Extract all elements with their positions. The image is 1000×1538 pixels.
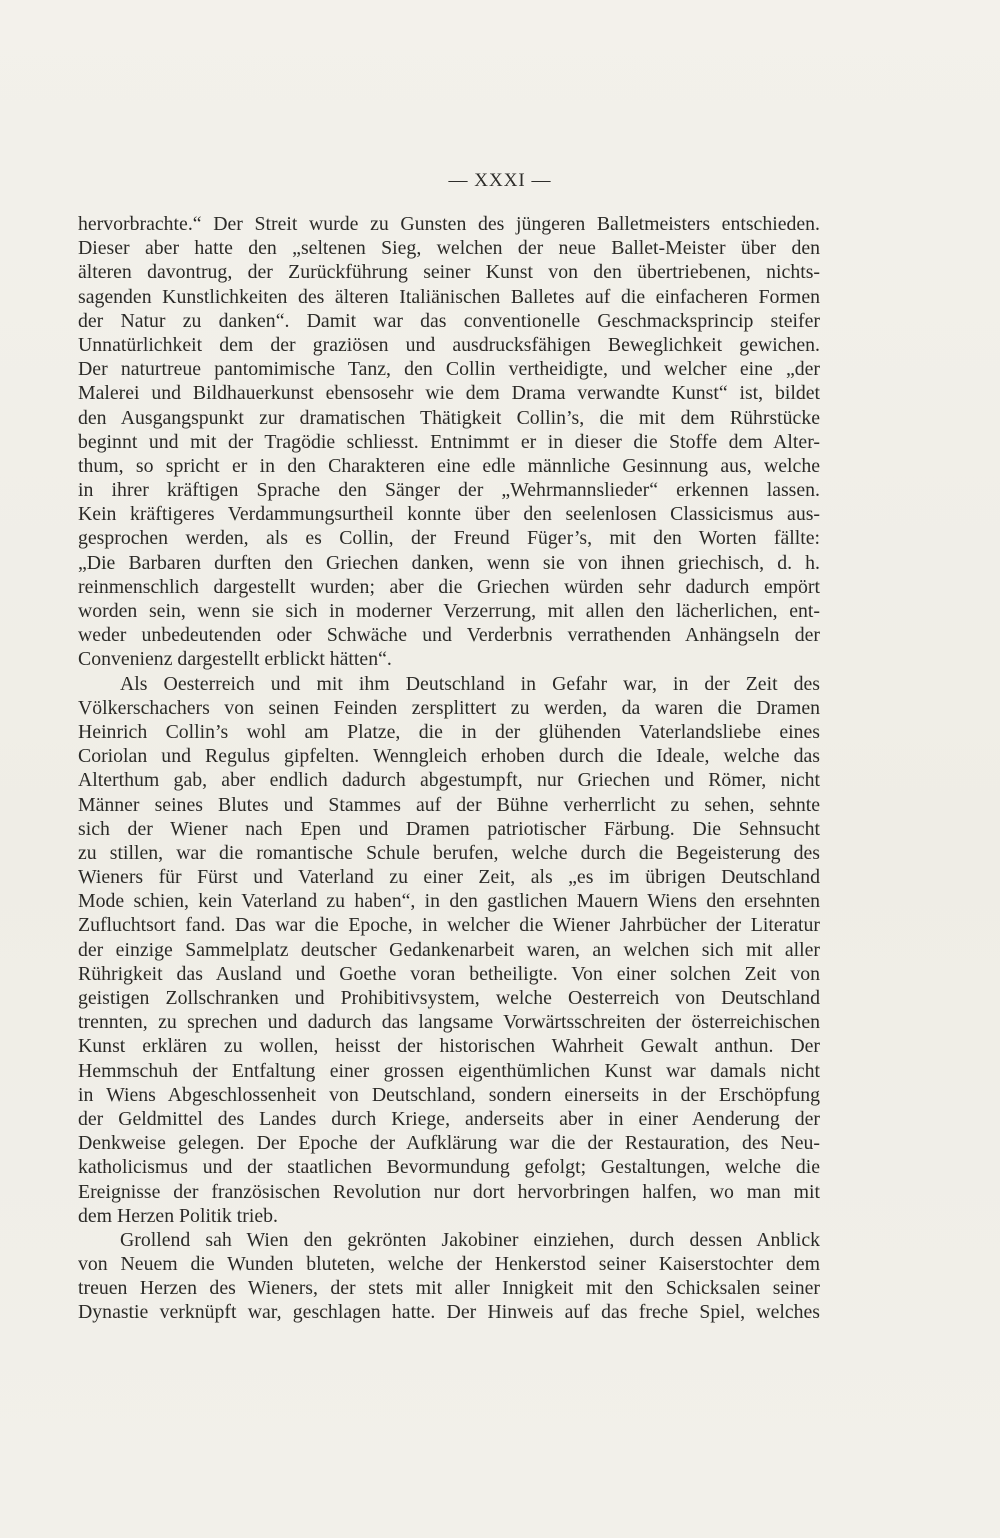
text-line: katholicismus und der staatlichen Bevormundung gefolgt; Gestaltungen, welche die — [78, 1156, 820, 1179]
paragraph — [78, 672, 820, 1228]
text-line: gesprochen werden, als es Collin, der Freund Füger’s, mit den Worten fällte: — [78, 527, 820, 550]
text-line: der einzige Sammelplatz deutscher Gedankenarbeit waren, an welchen sich mit aller — [78, 938, 820, 961]
text-line: „Die Barbaren durften den Griechen danken, wenn sie von ihnen griechisch, d. h. — [78, 551, 820, 574]
text-line: Grollend sah Wien den gekrönten Jakobiner einziehen, durch dessen Anblick — [120, 1228, 820, 1251]
page-number: — XXXI — — [448, 170, 552, 191]
text-line: Völkerschachers von seinen Feinden zersplittert zu werden, da waren die Dramen — [78, 696, 820, 719]
text-line: Heinrich Collin’s wohl am Platze, die in der glühenden Vaterlandsliebe eines — [78, 720, 820, 743]
text-line: Kunst erklären zu wollen, heisst der historischen Wahrheit Gewalt anthun. Der — [78, 1035, 820, 1058]
text-line: reinmenschlich dargestellt wurden; aber die Griechen würden sehr dadurch empört — [78, 575, 820, 598]
text-line: Convenienz dargestellt erblickt hätten“. — [78, 648, 392, 671]
text-line: Männer seines Blutes und Stammes auf der Bühne verherrlicht zu sehen, sehnte — [78, 793, 820, 816]
text-line: Malerei und Bildhauerkunst ebensosehr wie dem Drama verwandte Kunst“ ist, bildet — [78, 382, 820, 405]
paragraph — [78, 1228, 820, 1325]
text-line: Zufluchtsort fand. Das war die Epoche, in welcher die Wiener Jahrbücher der Literatur — [78, 914, 820, 937]
text-line: Als Oesterreich und mit ihm Deutschland in Gefahr war, in der Zeit des — [120, 672, 820, 695]
text-line: weder unbedeutenden oder Schwäche und Verderbnis verrathenden Anhängseln der — [78, 624, 820, 647]
text-line: in Wiens Abgeschlossenheit von Deutschland, sondern einerseits in der Erschöpfung — [78, 1083, 820, 1106]
text-line: thum, so spricht er in den Charakteren eine edle männliche Gesinnung aus, welche — [78, 454, 820, 477]
text-line: der Natur zu danken“. Damit war das conventionelle Geschmacksprincip steifer — [78, 309, 820, 332]
text-line: Kein kräftigeres Verdammungsurtheil konnte über den seelenlosen Classicismus aus- — [78, 503, 820, 526]
text-line: trennten, zu sprechen und dadurch das langsame Vorwärtsschreiten der österreichischen — [78, 1011, 820, 1034]
text-line: Dieser aber hatte den „seltenen Sieg, welchen der neue Ballet-Meister über den — [78, 237, 820, 260]
text-line: Rührigkeit das Ausland und Goethe voran betheiligte. Von einer solchen Zeit von — [78, 962, 820, 985]
text-line: geistigen Zollschranken und Prohibitivsystem, welche Oesterreich von Deutschland — [78, 987, 820, 1009]
text-line: Coriolan und Regulus gipfelten. Wenngleich erhoben durch die Ideale, welche das — [78, 745, 820, 768]
text-line: Mode schien, kein Vaterland zu haben“, in den gastlichen Mauern Wiens den ersehnten — [78, 890, 820, 913]
text-line: in ihrer kräftigen Sprache den Sänger der „Wehrmannslieder“ erkennen lassen. — [78, 479, 820, 502]
text-line: sagenden Kunstlichkeiten des älteren Italiänischen Balletes auf die einfacheren Formen — [78, 285, 820, 308]
text-line: Dynastie verknüpft war, geschlagen hatte. Der Hinweis auf das freche Spiel, welches — [78, 1301, 820, 1324]
text-line: den Ausgangspunkt zur dramatischen Thätigkeit Collin’s, die mit dem Rührstücke — [78, 406, 820, 429]
text-line: Denkweise gelegen. Der Epoche der Aufklärung war die der Restauration, des Neu- — [78, 1132, 820, 1155]
text-line: der Geldmittel des Landes durch Kriege, anderseits aber in einer Aenderung der — [78, 1107, 820, 1130]
text-line: dem Herzen Politik trieb. — [78, 1204, 278, 1227]
text-line: Unnatürlichkeit dem der graziösen und ausdrucksfähigen Beweglichkeit gewichen. — [78, 333, 820, 356]
text-line: Ereignisse der französischen Revolution nur dort hervorbringen halfen, wo man mit — [78, 1180, 820, 1203]
text-line: älteren davontrug, der Zurückführung seiner Kunst von den übertriebenen, nichts- — [78, 261, 820, 284]
paragraph — [78, 212, 820, 672]
text-line: Alterthum gab, aber endlich dadurch abgestumpft, nur Griechen und Römer, nicht — [78, 769, 820, 792]
text-line: sich der Wiener nach Epen und Dramen patriotischer Färbung. Die Sehnsucht — [78, 817, 820, 840]
text-line: von Neuem die Wunden bluteten, welche der Henkerstod seiner Kaiserstochter dem — [78, 1253, 820, 1276]
body-text — [78, 212, 820, 1325]
text-line: Der naturtreue pantomimische Tanz, den Collin vertheidigte, und welcher eine „der — [78, 358, 820, 381]
text-line: zu stillen, war die romantische Schule berufen, welche durch die Begeisterung des — [78, 841, 820, 864]
text-line: treuen Herzen des Wieners, der stets mit aller Innigkeit mit den Schicksalen seiner — [78, 1277, 820, 1300]
text-line: Wieners für Fürst und Vaterland zu einer Zeit, als „es im übrigen Deutschland — [78, 866, 820, 889]
text-line: worden sein, wenn sie sich in moderner Verzerrung, mit allen den lächerlichen, ent- — [78, 600, 820, 622]
text-line: Hemmschuh der Entfaltung einer grossen eigenthümlichen Kunst war damals nicht — [78, 1059, 820, 1082]
text-line: beginnt und mit der Tragödie schliesst. Entnimmt er in dieser die Stoffe dem Alter- — [78, 430, 820, 453]
text-line: hervorbrachte.“ Der Streit wurde zu Gunsten des jüngeren Balletmeisters entschieden. — [78, 213, 820, 235]
